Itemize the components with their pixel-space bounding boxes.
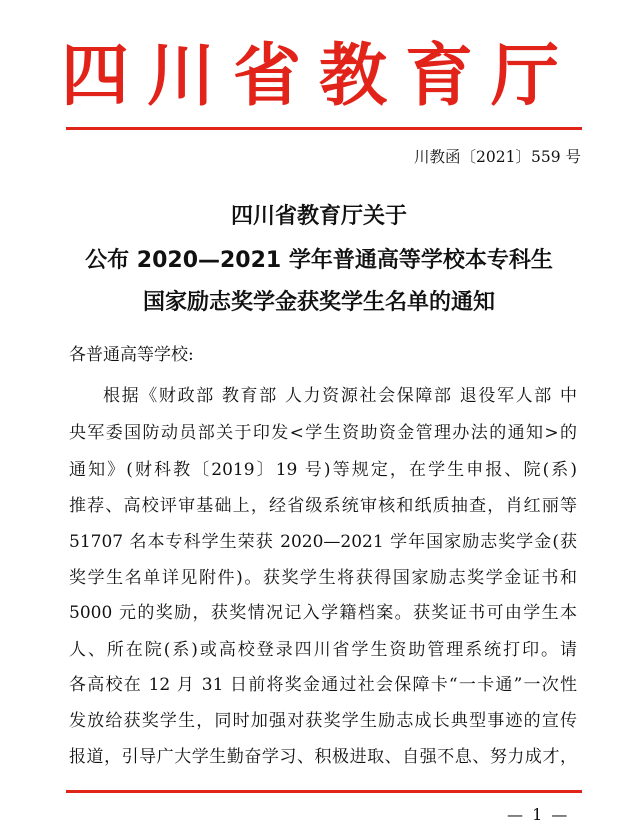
body-line: 根据《财政部 教育部 人力资源社会保障部 退役军人部 中 [103, 386, 577, 406]
masthead-title: 四川省教育厅 [60, 36, 577, 116]
body-line: 通知》(财科教〔2019〕19 号)等规定，在学生申报、院(系) [69, 460, 577, 480]
body-line: 推荐、高校评审基础上，经省级系统审核和纸质抽查，肖红丽等 [69, 496, 577, 516]
document-title-line-3: 国家励志奖学金获奖学生名单的通知 [142, 290, 495, 315]
body-line: 报道，引导广大学生勤奋学习、积极进取、自强不息、努力成才， [69, 747, 577, 767]
salutation: 各普通高等学校: [69, 345, 194, 365]
body-line: 5000 元的奖励，获奖情况记入学籍档案。获奖证书可由学生本 [69, 603, 577, 623]
body-line: 发放给获奖学生，同时加强对获奖学生励志成长典型事迹的宣传 [69, 711, 577, 731]
document-title-line-2: 公布 2020—2021 学年普通高等学校本专科生 [85, 248, 553, 273]
body-line: 央军委国防动员部关于印发<学生资助资金管理办法的通知>的 [69, 423, 577, 443]
document-title-line-1: 四川省教育厅关于 [230, 204, 407, 229]
body-line: 人、所在院(系)或高校登录四川省学生资助管理系统打印。请 [69, 640, 577, 660]
document-number: 川教函〔2021〕559 号 [414, 148, 581, 166]
body-line: 51707 名本专科学生荣获 2020—2021 学年国家励志奖学金(获 [69, 532, 577, 552]
body-line: 奖学生名单详见附件)。获奖学生将获得国家励志奖学金证书和 [69, 568, 577, 588]
page-number: — 1 — [507, 805, 570, 824]
footer-red-rule [66, 790, 582, 793]
body-line: 各高校在 12 月 31 日前将奖金通过社会保障卡“一卡通”一次性 [69, 675, 577, 695]
masthead-red-rule [66, 127, 582, 130]
